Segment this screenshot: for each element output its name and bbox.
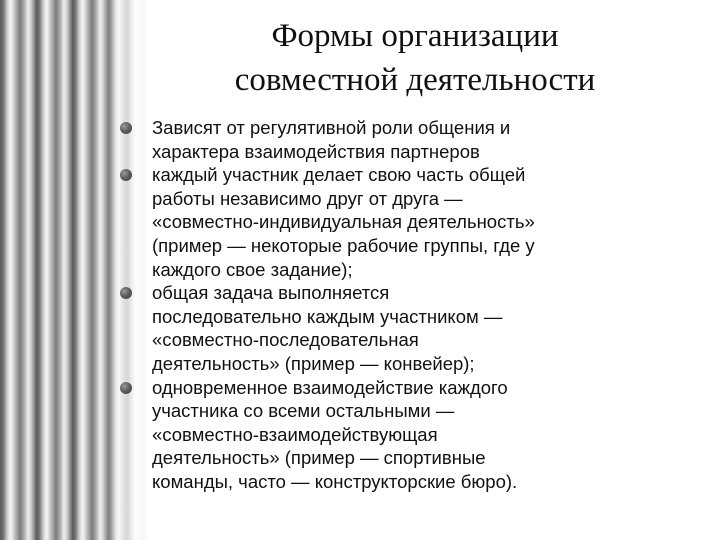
bullet-dot-icon bbox=[120, 287, 132, 299]
bullet-item bbox=[120, 163, 700, 281]
bullet-list bbox=[120, 116, 700, 494]
bullet-text-line: «совместно-последовательная bbox=[152, 329, 419, 351]
bullet-text-line: Зависят от регулятивной роли общения и bbox=[152, 117, 511, 138]
bullet-item bbox=[120, 116, 700, 163]
bullet-text-line: участника со всеми остальными — bbox=[152, 400, 455, 422]
bullet-text-line: «совместно-индивидуальная деятельность» bbox=[152, 211, 535, 233]
bullet-item bbox=[120, 281, 700, 375]
bullet-dot-icon bbox=[120, 382, 132, 394]
bullet-text-line: «совместно-взаимодействующая bbox=[152, 423, 438, 445]
title-line: Формы организации bbox=[271, 18, 559, 54]
bullet-text-line: одновременное взаимодействие каждого bbox=[152, 376, 508, 398]
bullet-text-line: характера взаимодействия партнеров bbox=[152, 140, 480, 162]
bullet-dot-icon bbox=[120, 122, 132, 134]
bullet-text-line: (пример — некоторые рабочие группы, где у bbox=[152, 234, 535, 256]
bullet-text-line: каждый участник делает свою часть общей bbox=[152, 164, 526, 186]
bullet-text-line: каждого свое задание); bbox=[152, 258, 353, 280]
title-line: совместной деятельности bbox=[234, 62, 596, 98]
bullet-text-line: последовательно каждым участником — bbox=[152, 305, 503, 327]
bullet-text-line: деятельность» (пример — спортивные bbox=[152, 447, 486, 469]
slide-title bbox=[150, 14, 680, 102]
bullet-text-line: работы независимо друг от друга — bbox=[152, 187, 463, 209]
bullet-text-line: общая задача выполняется bbox=[152, 282, 390, 304]
bullet-text-line: деятельность» (пример — конвейер); bbox=[152, 352, 475, 374]
bullet-dot-icon bbox=[120, 169, 132, 181]
bullet-text-line: команды, часто — конструкторские бюро). bbox=[152, 470, 518, 492]
bullet-item bbox=[120, 376, 700, 494]
